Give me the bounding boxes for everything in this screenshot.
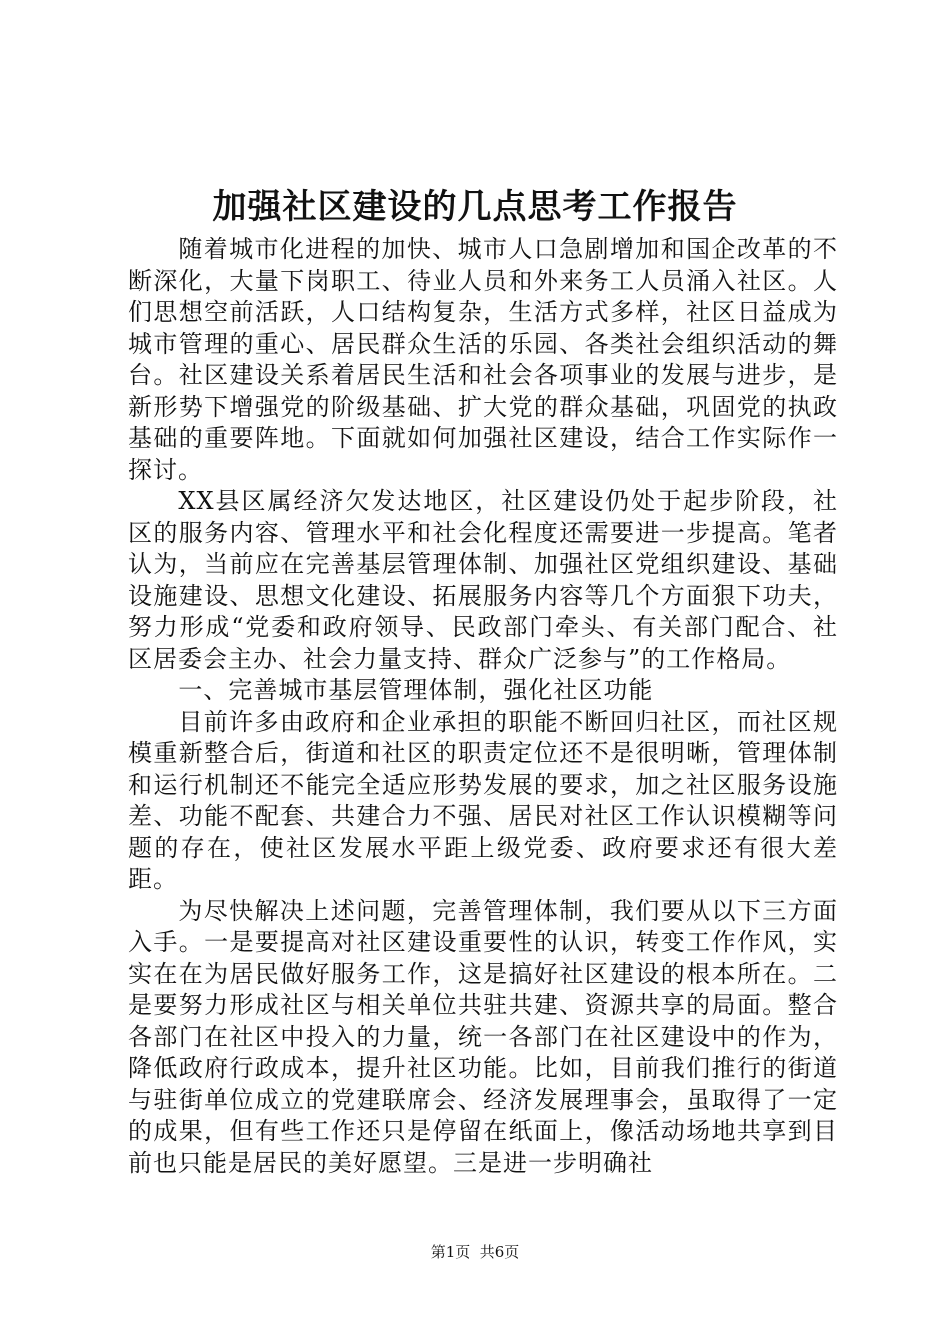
page-footer: 第1页 共6页 bbox=[430, 1243, 520, 1261]
document-title: 加强社区建设的几点思考工作报告 bbox=[212, 187, 738, 227]
paragraph-solutions: 为尽快解决上述问题，完善管理体制，我们要从以下三方面入手。一是要提高对社区建设重要性的认识，转变工作作风，实实在在为居民做好服务工作，这是搞好社区建设的根本所在。二是要努力形成社区与相关单位共驻共建、资源共享的局面。整合各部门在社区中投入的力量，统一各部门在社区建设中的作为，降低政府行政成本，提升社区功能。比如，目前我们推行的街道与驻街单位成立的党建联席会、经济发展理事会，虽取得了一定的成果，但有些工作还只是停留在纸面上，像活动场地共享到目前也只能是居民的美好愿望。三是进一步明确社 bbox=[128, 896, 838, 1177]
paragraph-county-status: XX县区属经济欠发达地区，社区建设仍处于起步阶段，社区的服务内容、管理水平和社会化程度还需要进一步提高。笔者认为，当前应在完善基层管理体制、加强社区党组织建设、基础设施建设、思想文化建设、拓展服务内容等几个方面狠下功夫，努力形成“党委和政府领导、民政部门牵头、有关部门配合、社区居委会主办、社会力量支持、群众广泛参与”的工作格局。 bbox=[128, 487, 838, 673]
paragraph-intro: 随着城市化进程的加快、城市人口急剧增加和国企改革的不断深化，大量下岗职工、待业人员和外来务工人员涌入社区。人们思想空前活跃，人口结构复杂，生活方式多样，社区日益成为城市管理的重心、居民群众生活的乐园、各类社会组织活动的舞台。社区建设关系着居民生活和社会各项事业的发展与进步，是新形势下增强党的阶级基础、扩大党的群众基础，巩固党的执政基础的重要阵地。下面就如何加强社区建设，结合工作实际作一探讨。 bbox=[128, 235, 838, 484]
document-body bbox=[128, 234, 838, 1179]
paragraph-current-problems: 目前许多由政府和企业承担的职能不断回归社区，而社区规模重新整合后，街道和社区的职责定位还不是很明晰，管理体制和运行机制还不能完全适应形势发展的要求，加之社区服务设施差、功能不配套、共建合力不强、居民对社区工作认识模糊等问题的存在，使社区发展水平距上级党委、政府要求还有很大差距。 bbox=[128, 707, 838, 893]
section-heading-1: 一、完善城市基层管理体制，强化社区功能 bbox=[178, 676, 654, 704]
